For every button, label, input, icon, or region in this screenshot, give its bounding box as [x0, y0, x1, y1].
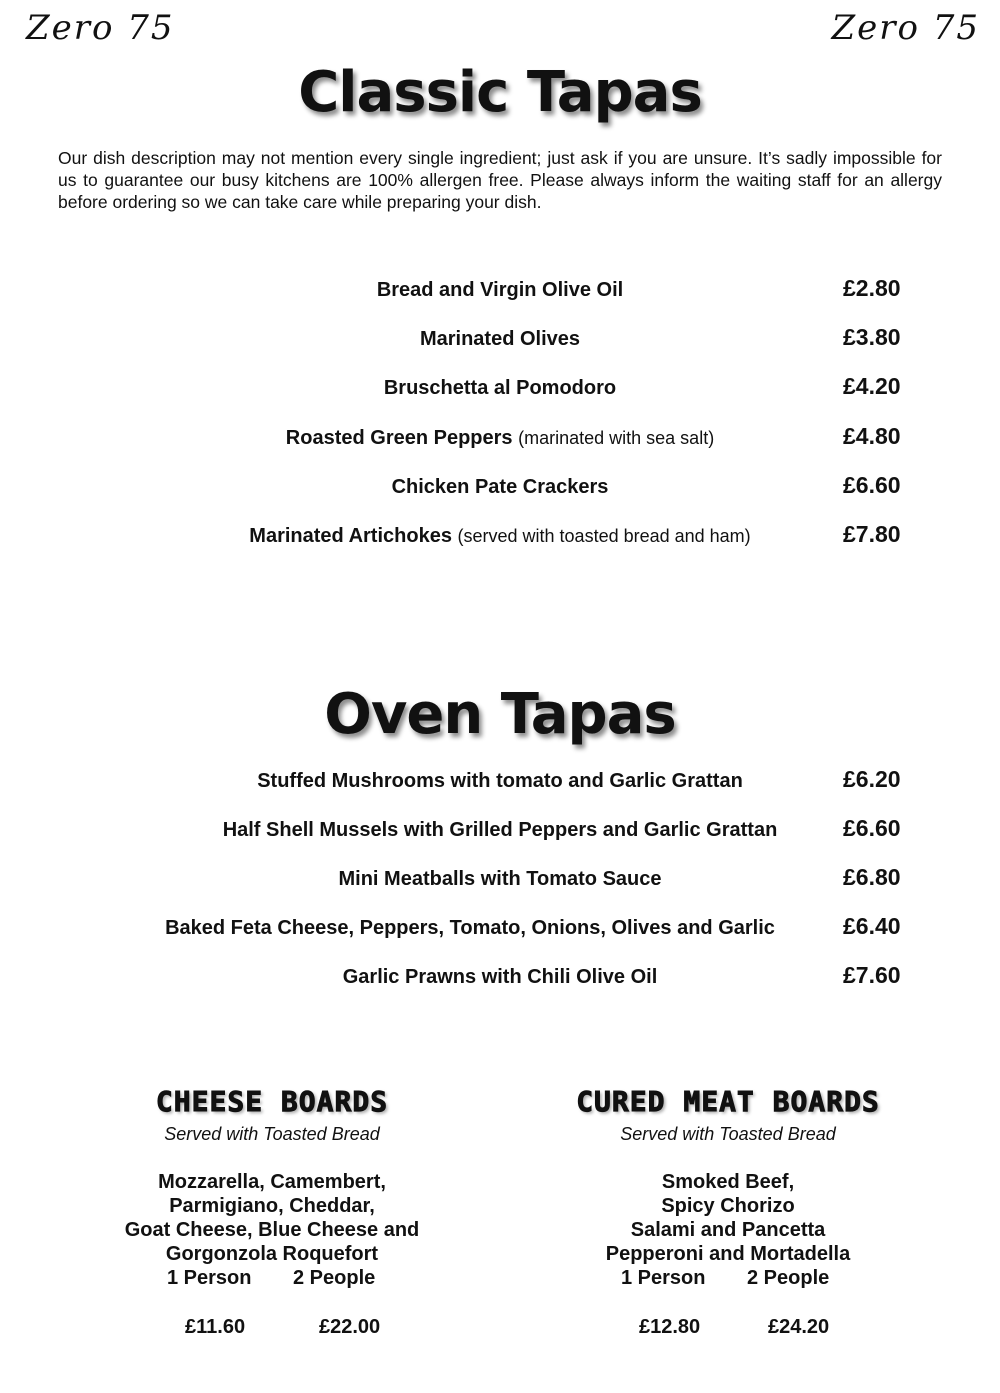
cheese-boards-title: CHEESE BOARDS — [155, 1085, 389, 1118]
cured-meat-boards-description — [508, 1170, 948, 1266]
board-line: Parmigiano, Cheddar, — [169, 1195, 375, 1217]
item-name: Stuffed Mushrooms with tomato and Garlic Grattan — [257, 770, 743, 792]
item-price: £6.20 — [843, 766, 901, 792]
item-price: £4.80 — [843, 423, 901, 449]
item-note: (marinated with sea salt) — [518, 428, 715, 448]
item-name: Roasted Green Peppers — [285, 427, 513, 449]
board-line: Mozzarella, Camembert, — [158, 1171, 386, 1193]
oven-tapas-title: Oven Tapas — [324, 682, 676, 747]
cheese-boards-description — [52, 1170, 492, 1266]
item-price: £7.60 — [843, 962, 901, 988]
cured-size-two: 2 People — [747, 1267, 830, 1289]
menu-item — [0, 521, 1000, 551]
board-line: Salami and Pancetta — [630, 1219, 826, 1241]
item-price: £7.80 — [843, 521, 901, 547]
item-price: £6.60 — [843, 815, 901, 841]
menu-item — [0, 913, 1000, 943]
classic-tapas-title: Classic Tapas — [298, 60, 702, 125]
item-price: £2.80 — [843, 275, 901, 301]
board-line: Goat Cheese, Blue Cheese and — [124, 1219, 420, 1241]
item-price: £3.80 — [843, 324, 901, 350]
item-name: Baked Feta Cheese, Peppers, Tomato, Onions, Olives and Garlic — [165, 917, 775, 939]
item-note: (served with toasted bread and ham) — [457, 526, 751, 546]
item-name: Half Shell Mussels with Grilled Peppers and Garlic Grattan — [222, 819, 778, 841]
board-line: Pepperoni and Mortadella — [605, 1243, 851, 1265]
board-line: Smoked Beef, — [661, 1171, 795, 1193]
cured-meat-boards-title: CURED MEAT BOARDS — [576, 1085, 880, 1118]
cured-price-one: £12.80 — [639, 1316, 701, 1338]
cured-meat-boards-subtitle: Served with Toasted Bread — [620, 1124, 836, 1144]
item-price: £6.40 — [843, 913, 901, 939]
item-name: Bread and Virgin Olive Oil — [376, 279, 624, 301]
item-price: £4.20 — [843, 373, 901, 399]
cheese-size-two: 2 People — [293, 1267, 376, 1289]
menu-item — [0, 766, 1000, 796]
board-line: Gorgonzola Roquefort — [165, 1243, 379, 1265]
item-name: Marinated Artichokes — [249, 525, 452, 547]
menu-item — [0, 815, 1000, 845]
cheese-price-one: £11.60 — [185, 1316, 246, 1338]
item-price: £6.80 — [843, 864, 901, 890]
brand-logo-left: Zero 75 — [26, 8, 175, 48]
cured-size-one: 1 Person — [621, 1267, 706, 1289]
item-price: £6.60 — [843, 472, 901, 498]
item-name: Mini Meatballs with Tomato Sauce — [338, 868, 662, 890]
item-name: Chicken Pate Crackers — [391, 476, 609, 498]
allergen-disclaimer: Our dish description may not mention every single ingredient; just ask if you are unsure. It’s sadly impossible for us to guarantee our busy kitchens are 100% allergen free. Please always inform the waiting staff for an allergy before ordering so we can take care while preparing your dish. — [58, 148, 942, 212]
menu-item — [0, 472, 1000, 502]
menu-item — [0, 373, 1000, 403]
board-line: Spicy Chorizo — [661, 1195, 795, 1217]
cheese-size-one: 1 Person — [167, 1267, 252, 1289]
item-name: Bruschetta al Pomodoro — [383, 377, 617, 399]
menu-item — [0, 962, 1000, 992]
item-name: Garlic Prawns with Chili Olive Oil — [342, 966, 658, 988]
cured-price-two: £24.20 — [768, 1316, 830, 1338]
item-name: Marinated Olives — [419, 328, 581, 350]
brand-logo-right: Zero 75 — [831, 8, 980, 48]
menu-item — [0, 275, 1000, 305]
cheese-boards-subtitle: Served with Toasted Bread — [164, 1124, 380, 1144]
cheese-price-two: £22.00 — [319, 1316, 381, 1338]
menu-item — [0, 324, 1000, 354]
menu-item — [0, 423, 1000, 453]
menu-item — [0, 864, 1000, 894]
